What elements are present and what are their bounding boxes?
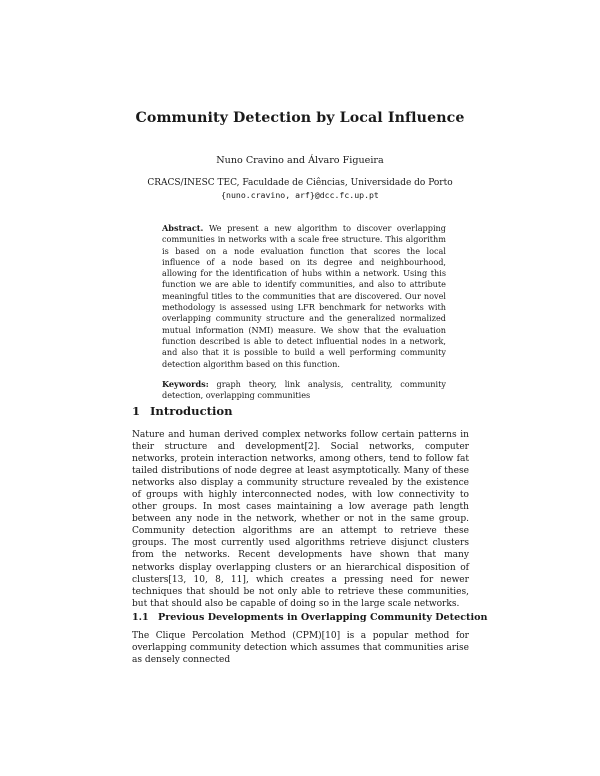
abstract-block <box>162 223 446 401</box>
previous-developments-paragraph: The Clique Percolation Method (CPM)[10] is a popular method for overlapping community detection which assumes that communities arise as densely connected <box>132 631 469 666</box>
keywords-text: graph theory, link analysis, centrality, community detection, overlapping communities <box>162 378 446 401</box>
subsection-heading-previous-developments <box>132 612 488 623</box>
keywords-paragraph <box>162 379 446 402</box>
section-title: Introduction <box>150 404 233 418</box>
previous-developments-body <box>132 630 469 666</box>
affiliation: CRACS/INESC TEC, Faculdade de Ciências, Universidade do Porto <box>147 178 453 188</box>
keywords-label: Keywords: <box>162 378 209 389</box>
subsection-title: Previous Developments in Overlapping Community Detection <box>158 612 488 623</box>
paper-title: Community Detection by Local Influence <box>135 110 465 126</box>
section-heading-introduction <box>132 404 233 418</box>
author-affiliation-block <box>0 177 600 201</box>
abstract-paragraph <box>162 223 446 370</box>
paper-authors: Nuno Cravino and Álvaro Figueira <box>216 155 384 166</box>
introduction-paragraph: Nature and human derived complex networks follow certain patterns in their structure and development[2]. Social networks, computer networks, protein interaction networks, among others, tend to follow fat tailed distributions of node degree at least asymptotically. Many of these networks also display a community structure revealed by the existence of groups with highly interconnected nodes, with low connectivity to other groups. In most cases maintaining a low average path length between any node in the network, whether or not in the same group. Community detection algorithms are an attempt to retrieve these groups. The most currently used algorithms retrieve disjunct clusters from the networks. Recent developments have shown that many networks display overlapping clusters or an hierarchical disposition of clusters[13, 10, 8, 11], which creates a pressing need for newer techniques that should be not only able to retrieve these communities, but that should also be capable of doing so in the large scale networks. <box>132 430 469 609</box>
introduction-body <box>132 429 469 610</box>
abstract-text: We present a new algorithm to discover overlapping communities in networks with a scale free structure. This algorithm is based on a node evaluation function that scores the local influence of a node based on its degree and neighbourhood, allowing for the identification of hubs within a network. Using this function we are able to identify communities, and also to attribute meaningful titles to the communities that are discovered. Our novel methodology is assessed using LFR benchmark for networks with overlapping community structure and the generalized normalized mutual information (NMI) measure. We show that the evaluation function described is able to detect influential nodes in a network, and also that it is possible to build a well performing community detection algorithm based on this function. <box>162 223 446 369</box>
abstract-label: Abstract. <box>162 223 204 233</box>
section-number: 1 <box>132 404 141 418</box>
author-emails: {nuno.cravino, arf}@dcc.fc.up.pt <box>221 190 379 200</box>
subsection-number: 1.1 <box>132 612 149 623</box>
